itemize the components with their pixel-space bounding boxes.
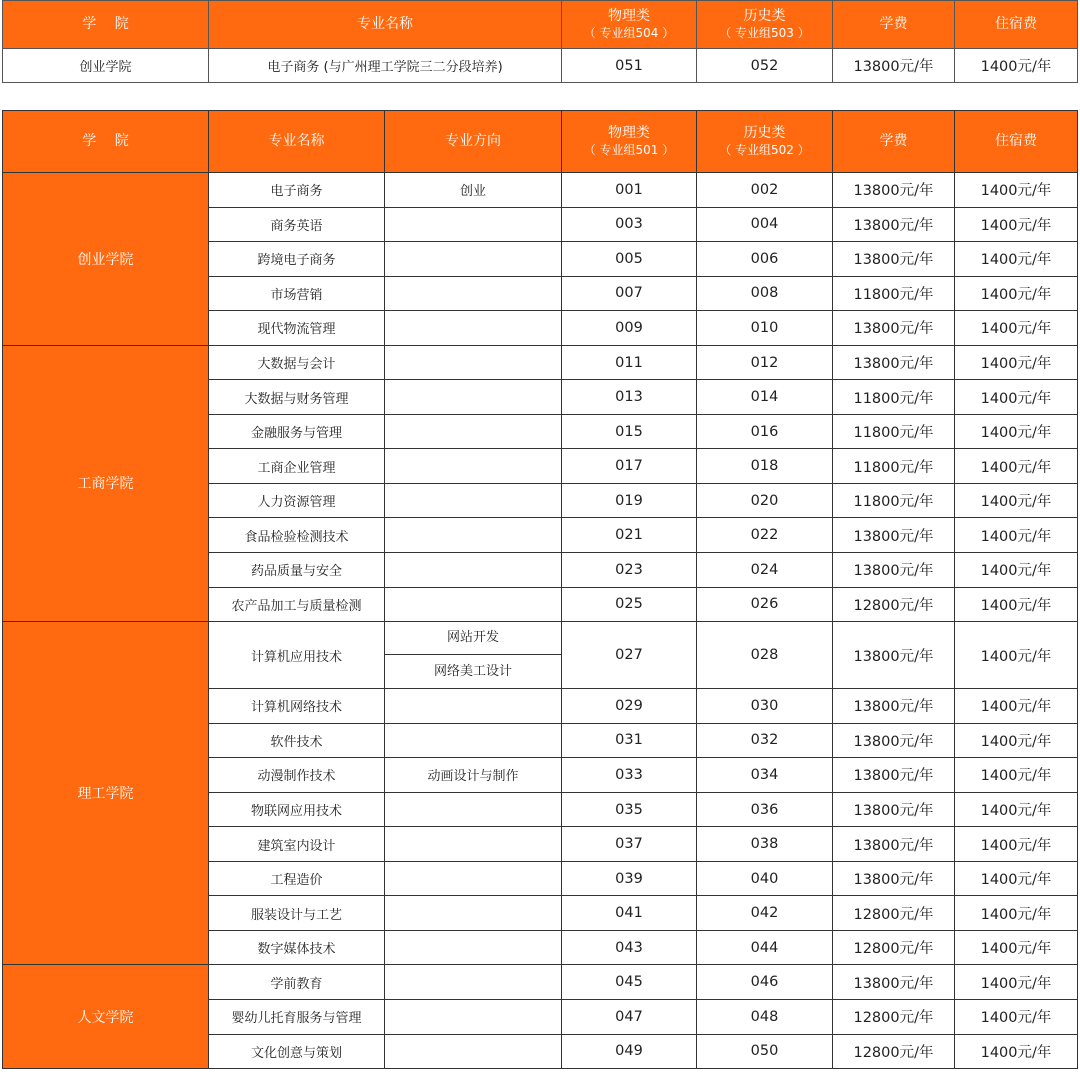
cell-major: 数字媒体技术 xyxy=(209,930,385,965)
cell-physics-code: 009 xyxy=(562,311,697,346)
cell-direction xyxy=(385,380,562,415)
main-admission-table xyxy=(2,110,1078,1069)
cell-tuition: 12800元/年 xyxy=(833,1000,955,1035)
top-table-header-row xyxy=(3,1,1078,49)
cell-lodging: 1400元/年 xyxy=(955,483,1078,518)
cell-major: 商务英语 xyxy=(209,207,385,242)
cell-lodging: 1400元/年 xyxy=(955,414,1078,449)
cell-tuition: 12800元/年 xyxy=(833,587,955,622)
cell-history-code: 030 xyxy=(697,689,833,724)
header-history-label: 历史类 xyxy=(743,124,786,141)
cell-lodging: 1400元/年 xyxy=(955,49,1078,83)
cell-direction xyxy=(385,896,562,931)
college-cell: 工商学院 xyxy=(3,345,209,621)
cell-physics-code: 043 xyxy=(562,930,697,965)
cell-major: 大数据与财务管理 xyxy=(209,380,385,415)
cell-physics-code: 013 xyxy=(562,380,697,415)
cell-major: 市场营销 xyxy=(209,276,385,311)
cell-lodging: 1400元/年 xyxy=(955,758,1078,793)
table-row xyxy=(3,965,1078,1000)
cell-history-code: 016 xyxy=(697,414,833,449)
cell-lodging: 1400元/年 xyxy=(955,861,1078,896)
cell-direction xyxy=(385,483,562,518)
cell-history-code: 042 xyxy=(697,896,833,931)
cell-major: 人力资源管理 xyxy=(209,483,385,518)
cell-history-code: 014 xyxy=(697,380,833,415)
cell-direction xyxy=(385,553,562,588)
cell-physics-code: 017 xyxy=(562,449,697,484)
cell-lodging: 1400元/年 xyxy=(955,380,1078,415)
cell-lodging: 1400元/年 xyxy=(955,518,1078,553)
cell-tuition: 11800元/年 xyxy=(833,449,955,484)
cell-lodging: 1400元/年 xyxy=(955,207,1078,242)
header-physics xyxy=(562,1,697,49)
cell-major: 学前教育 xyxy=(209,965,385,1000)
cell-tuition: 13800元/年 xyxy=(833,792,955,827)
cell-direction xyxy=(385,622,562,689)
cell-tuition: 13800元/年 xyxy=(833,49,955,83)
header-major: 专业名称 xyxy=(209,1,562,49)
cell-history-code: 036 xyxy=(697,792,833,827)
cell-tuition: 13800元/年 xyxy=(833,723,955,758)
cell-history-code: 040 xyxy=(697,861,833,896)
cell-lodging: 1400元/年 xyxy=(955,896,1078,931)
cell-physics-code: 027 xyxy=(562,622,697,689)
cell-history-code: 012 xyxy=(697,345,833,380)
cell-physics-code: 003 xyxy=(562,207,697,242)
cell-lodging: 1400元/年 xyxy=(955,449,1078,484)
cell-history-code: 044 xyxy=(697,930,833,965)
cell-tuition: 11800元/年 xyxy=(833,414,955,449)
cell-history-code: 020 xyxy=(697,483,833,518)
cell-history-code: 038 xyxy=(697,827,833,862)
cell-history-code: 046 xyxy=(697,965,833,1000)
cell-history-code: 032 xyxy=(697,723,833,758)
cell-direction xyxy=(385,414,562,449)
cell-lodging: 1400元/年 xyxy=(955,587,1078,622)
cell-history-code: 028 xyxy=(697,622,833,689)
cell-direction xyxy=(385,861,562,896)
cell-physics-code: 045 xyxy=(562,965,697,1000)
main-table-header-row xyxy=(3,111,1078,173)
cell-major: 电子商务 (与广州理工学院三二分段培养) xyxy=(209,49,562,83)
cell-physics-code: 031 xyxy=(562,723,697,758)
cell-history-code: 008 xyxy=(697,276,833,311)
cell-major: 工商企业管理 xyxy=(209,449,385,484)
cell-direction xyxy=(385,449,562,484)
header-college: 学 院 xyxy=(3,1,209,49)
header-physics-label: 物理类 xyxy=(608,7,650,24)
cell-direction xyxy=(385,723,562,758)
header-tuition: 学费 xyxy=(833,1,955,49)
cell-lodging: 1400元/年 xyxy=(955,689,1078,724)
cell-major: 建筑室内设计 xyxy=(209,827,385,862)
cell-physics-code: 035 xyxy=(562,792,697,827)
cell-major: 金融服务与管理 xyxy=(209,414,385,449)
cell-major: 软件技术 xyxy=(209,723,385,758)
header-history xyxy=(697,111,833,173)
cell-major: 计算机网络技术 xyxy=(209,689,385,724)
cell-history-code: 022 xyxy=(697,518,833,553)
header-lodging: 住宿费 xyxy=(955,111,1078,173)
cell-history-code: 002 xyxy=(697,173,833,208)
cell-tuition: 13800元/年 xyxy=(833,965,955,1000)
cell-lodging: 1400元/年 xyxy=(955,622,1078,689)
cell-lodging: 1400元/年 xyxy=(955,965,1078,1000)
header-physics xyxy=(562,111,697,173)
cell-history-code: 024 xyxy=(697,553,833,588)
cell-tuition: 13800元/年 xyxy=(833,827,955,862)
cell-major: 电子商务 xyxy=(209,173,385,208)
cell-tuition: 12800元/年 xyxy=(833,1034,955,1069)
direction-option: 网络美工设计 xyxy=(433,664,512,680)
cell-lodging: 1400元/年 xyxy=(955,345,1078,380)
cell-physics-code: 041 xyxy=(562,896,697,931)
cell-direction xyxy=(385,827,562,862)
cell-history-code: 048 xyxy=(697,1000,833,1035)
cell-lodging: 1400元/年 xyxy=(955,276,1078,311)
header-major: 专业名称 xyxy=(209,111,385,173)
college-cell: 人文学院 xyxy=(3,965,209,1069)
table-row xyxy=(3,173,1078,208)
cell-tuition: 11800元/年 xyxy=(833,276,955,311)
cell-physics-code: 025 xyxy=(562,587,697,622)
cell-tuition: 13800元/年 xyxy=(833,242,955,277)
cell-history-code: 050 xyxy=(697,1034,833,1069)
table-row xyxy=(3,345,1078,380)
cell-major: 物联网应用技术 xyxy=(209,792,385,827)
cell-physics-code: 005 xyxy=(562,242,697,277)
cell-direction xyxy=(385,1000,562,1035)
cell-direction xyxy=(385,587,562,622)
cell-tuition: 13800元/年 xyxy=(833,345,955,380)
cell-direction xyxy=(385,311,562,346)
cell-history-code: 004 xyxy=(697,207,833,242)
college-cell: 创业学院 xyxy=(3,173,209,346)
cell-direction xyxy=(385,792,562,827)
cell-physics-code: 021 xyxy=(562,518,697,553)
table-row xyxy=(3,622,1078,689)
cell-major: 婴幼儿托育服务与管理 xyxy=(209,1000,385,1035)
cell-direction xyxy=(385,276,562,311)
cell-direction xyxy=(385,965,562,1000)
cell-major: 工程造价 xyxy=(209,861,385,896)
cell-major: 现代物流管理 xyxy=(209,311,385,346)
cell-tuition: 12800元/年 xyxy=(833,896,955,931)
cell-tuition: 13800元/年 xyxy=(833,553,955,588)
main-table-body xyxy=(3,173,1078,1069)
cell-direction xyxy=(385,242,562,277)
cell-direction xyxy=(385,518,562,553)
cell-major: 服装设计与工艺 xyxy=(209,896,385,931)
cell-lodging: 1400元/年 xyxy=(955,930,1078,965)
cell-direction xyxy=(385,930,562,965)
cell-tuition: 11800元/年 xyxy=(833,380,955,415)
cell-tuition: 13800元/年 xyxy=(833,861,955,896)
cell-tuition: 11800元/年 xyxy=(833,483,955,518)
cell-physics-code: 029 xyxy=(562,689,697,724)
cell-physics-code: 023 xyxy=(562,553,697,588)
cell-major: 药品质量与安全 xyxy=(209,553,385,588)
header-college: 学 院 xyxy=(3,111,209,173)
cell-major: 动漫制作技术 xyxy=(209,758,385,793)
cell-physics-code: 033 xyxy=(562,758,697,793)
header-direction: 专业方向 xyxy=(385,111,562,173)
cell-lodging: 1400元/年 xyxy=(955,242,1078,277)
cell-history-code: 010 xyxy=(697,311,833,346)
cell-major: 跨境电子商务 xyxy=(209,242,385,277)
cell-direction xyxy=(385,207,562,242)
cell-direction xyxy=(385,1034,562,1069)
header-physics-group: （ 专业组504 ） xyxy=(583,25,675,40)
cell-lodging: 1400元/年 xyxy=(955,553,1078,588)
cell-tuition: 12800元/年 xyxy=(833,930,955,965)
top-admission-table xyxy=(2,0,1078,83)
header-physics-group: （ 专业组501 ） xyxy=(583,142,675,157)
cell-tuition: 13800元/年 xyxy=(833,311,955,346)
cell-lodging: 1400元/年 xyxy=(955,723,1078,758)
cell-physics-code: 007 xyxy=(562,276,697,311)
cell-physics-code: 015 xyxy=(562,414,697,449)
cell-lodging: 1400元/年 xyxy=(955,827,1078,862)
cell-direction: 创业 xyxy=(385,173,562,208)
cell-physics-code: 011 xyxy=(562,345,697,380)
cell-physics-code: 049 xyxy=(562,1034,697,1069)
header-history-label: 历史类 xyxy=(743,7,786,24)
cell-direction: 动画设计与制作 xyxy=(385,758,562,793)
header-physics-label: 物理类 xyxy=(608,124,650,141)
direction-option: 网站开发 xyxy=(385,622,561,655)
cell-physics-code: 039 xyxy=(562,861,697,896)
cell-tuition: 13800元/年 xyxy=(833,689,955,724)
header-lodging: 住宿费 xyxy=(955,1,1078,49)
cell-history-code: 034 xyxy=(697,758,833,793)
cell-physics-code: 019 xyxy=(562,483,697,518)
cell-tuition: 13800元/年 xyxy=(833,173,955,208)
header-history xyxy=(697,1,833,49)
cell-lodging: 1400元/年 xyxy=(955,1034,1078,1069)
cell-tuition: 13800元/年 xyxy=(833,207,955,242)
cell-major: 食品检验检测技术 xyxy=(209,518,385,553)
cell-history-code: 006 xyxy=(697,242,833,277)
cell-major: 大数据与会计 xyxy=(209,345,385,380)
cell-physics-code: 051 xyxy=(562,49,697,83)
cell-direction xyxy=(385,345,562,380)
cell-tuition: 13800元/年 xyxy=(833,622,955,689)
cell-lodging: 1400元/年 xyxy=(955,173,1078,208)
cell-physics-code: 047 xyxy=(562,1000,697,1035)
cell-lodging: 1400元/年 xyxy=(955,311,1078,346)
cell-history-code: 026 xyxy=(697,587,833,622)
cell-major: 计算机应用技术 xyxy=(209,622,385,689)
cell-major: 文化创意与策划 xyxy=(209,1034,385,1069)
cell-physics-code: 001 xyxy=(562,173,697,208)
cell-lodging: 1400元/年 xyxy=(955,792,1078,827)
cell-tuition: 13800元/年 xyxy=(833,518,955,553)
header-tuition: 学费 xyxy=(833,111,955,173)
header-history-group: （ 专业组502 ） xyxy=(719,142,810,157)
cell-lodging: 1400元/年 xyxy=(955,1000,1078,1035)
cell-college: 创业学院 xyxy=(3,49,209,83)
cell-major: 农产品加工与质量检测 xyxy=(209,587,385,622)
cell-physics-code: 037 xyxy=(562,827,697,862)
cell-tuition: 13800元/年 xyxy=(833,758,955,793)
cell-direction xyxy=(385,689,562,724)
table-row xyxy=(3,49,1078,83)
cell-history-code: 052 xyxy=(697,49,833,83)
college-cell: 理工学院 xyxy=(3,622,209,965)
cell-history-code: 018 xyxy=(697,449,833,484)
header-history-group: （ 专业组503 ） xyxy=(719,25,810,40)
